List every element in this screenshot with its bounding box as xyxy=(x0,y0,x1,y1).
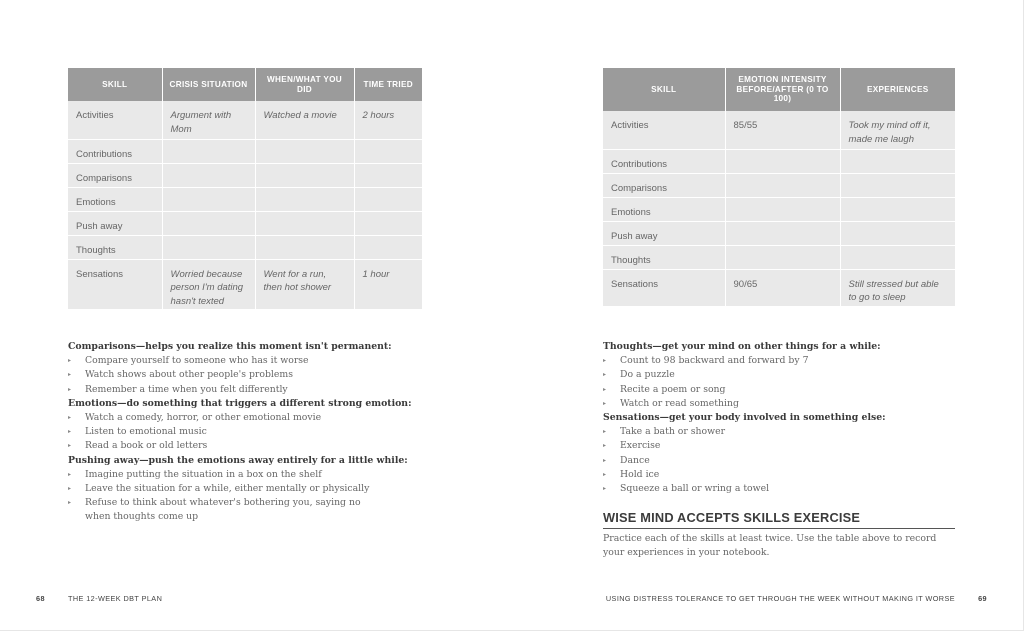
list-item xyxy=(68,439,388,453)
list-item-text: Refuse to think about whatever's bothering you, saying no when thoughts come up xyxy=(85,497,361,523)
table-row xyxy=(68,235,422,259)
intensity-cell xyxy=(725,197,840,221)
table-row xyxy=(603,245,955,269)
column-header: SKILL xyxy=(603,68,725,111)
skill-cell: Push away xyxy=(68,211,162,235)
bullet-icon: ▸ xyxy=(603,399,607,407)
list-item xyxy=(68,383,388,397)
time-tried-cell xyxy=(354,139,422,163)
section-heading: Sensations—get your body involved in something else: xyxy=(603,412,886,423)
skill-cell: Push away xyxy=(603,221,725,245)
running-head-left: THE 12-WEEK DBT PLAN xyxy=(68,594,163,603)
bullet-icon: ▸ xyxy=(68,428,72,436)
section-heading: Thoughts—get your mind on other things for a while: xyxy=(603,341,881,352)
list-item-text: Exercise xyxy=(620,440,661,452)
crisis-situation-cell xyxy=(162,211,255,235)
what-you-did-cell xyxy=(255,139,354,163)
list-item xyxy=(603,454,943,468)
crisis-situation-cell xyxy=(162,139,255,163)
skill-cell: Activities xyxy=(603,111,725,149)
crisis-situation-cell: Worried because person I'm dating hasn't texted xyxy=(162,259,255,309)
bullet-icon: ▸ xyxy=(603,371,607,379)
experiences-cell: Took my mind off it, made me laugh xyxy=(840,111,955,149)
skills-log-table-right xyxy=(603,68,955,307)
table-row xyxy=(603,269,955,306)
table-row xyxy=(68,101,422,139)
time-tried-cell xyxy=(354,235,422,259)
what-you-did-cell xyxy=(255,235,354,259)
bullet-icon: ▸ xyxy=(68,357,72,365)
list-item-text: Read a book or old letters xyxy=(85,440,208,452)
experiences-cell xyxy=(840,245,955,269)
table-row xyxy=(68,187,422,211)
list-item-text: Dance xyxy=(620,454,650,466)
bullet-icon: ▸ xyxy=(68,442,72,450)
skill-cell: Contributions xyxy=(68,139,162,163)
bullet-icon: ▸ xyxy=(68,499,72,507)
table-header-row xyxy=(68,68,422,101)
skill-cell: Comparisons xyxy=(68,163,162,187)
column-header: WHEN/WHAT YOU DID xyxy=(255,68,354,101)
experiences-cell xyxy=(840,173,955,197)
list-item-text: Watch shows about other people's problems xyxy=(85,369,293,381)
intensity-cell: 85/55 xyxy=(725,111,840,149)
skills-list-right xyxy=(603,340,943,496)
skill-cell: Sensations xyxy=(603,269,725,306)
table-row xyxy=(603,173,955,197)
what-you-did-cell xyxy=(255,187,354,211)
skill-cell: Activities xyxy=(68,101,162,139)
bullet-icon: ▸ xyxy=(603,357,607,365)
list-item xyxy=(603,397,943,411)
list-item xyxy=(68,482,388,496)
crisis-situation-cell: Argument with Mom xyxy=(162,101,255,139)
intensity-cell xyxy=(725,245,840,269)
what-you-did-cell: Watched a movie xyxy=(255,101,354,139)
bullet-icon: ▸ xyxy=(68,470,72,478)
skill-cell: Emotions xyxy=(68,187,162,211)
list-item-text: Leave the situation for a while, either mentally or physically xyxy=(85,482,370,494)
experiences-cell xyxy=(840,221,955,245)
list-item xyxy=(68,411,388,425)
bullet-icon: ▸ xyxy=(603,485,607,492)
list-item xyxy=(68,468,388,482)
bullet-icon: ▸ xyxy=(603,470,607,478)
intensity-cell: 90/65 xyxy=(725,269,840,306)
list-item-text: Watch a comedy, horror, or other emotional movie xyxy=(85,411,322,423)
list-item xyxy=(68,425,388,439)
intensity-cell xyxy=(725,173,840,197)
intensity-cell xyxy=(725,221,840,245)
list-item-text: Watch or read something xyxy=(620,397,739,409)
list-item xyxy=(603,354,943,368)
list-item xyxy=(603,383,943,397)
list-item-text: Count to 98 backward and forward by 7 xyxy=(620,355,809,367)
experiences-cell: Still stressed but able to go to sleep xyxy=(840,269,955,306)
column-header: SKILL xyxy=(68,68,162,101)
time-tried-cell: 2 hours xyxy=(354,101,422,139)
bullet-icon: ▸ xyxy=(68,371,72,379)
list-item-text: Imagine putting the situation in a box on the shelf xyxy=(85,468,322,480)
crisis-situation-cell xyxy=(162,235,255,259)
bullet-icon: ▸ xyxy=(68,413,72,421)
bullet-icon: ▸ xyxy=(603,456,607,464)
column-header: EXPERIENCES xyxy=(840,68,955,111)
list-item-text: Compare yourself to someone who has it worse xyxy=(85,355,309,367)
exercise-title: WISE MIND ACCEPTS SKILLS EXERCISE xyxy=(603,510,955,529)
table-row xyxy=(68,163,422,187)
table-row xyxy=(603,221,955,245)
crisis-situation-cell xyxy=(162,163,255,187)
what-you-did-cell xyxy=(255,163,354,187)
list-item-text: Take a bath or shower xyxy=(620,426,726,438)
table-row xyxy=(603,197,955,221)
crisis-situation-cell xyxy=(162,187,255,211)
list-item xyxy=(603,368,943,382)
what-you-did-cell: Went for a run, then hot shower xyxy=(255,259,354,309)
list-item-text: Do a puzzle xyxy=(620,369,675,381)
list-item xyxy=(603,468,943,482)
page-number-right: 69 xyxy=(978,594,987,603)
bullet-icon: ▸ xyxy=(603,442,607,450)
time-tried-cell xyxy=(354,187,422,211)
section-heading: Pushing away—push the emotions away entirely for a little while: xyxy=(68,454,408,466)
list-item xyxy=(68,496,368,524)
skills-list-left xyxy=(68,340,412,525)
list-item xyxy=(603,439,943,453)
table-row xyxy=(68,259,422,309)
list-item-text: Squeeze a ball or wring a towel xyxy=(620,483,770,494)
skill-cell: Sensations xyxy=(68,259,162,309)
table-row xyxy=(603,149,955,173)
skills-log-table-left xyxy=(68,68,422,310)
what-you-did-cell xyxy=(255,211,354,235)
column-header: CRISIS SITUATION xyxy=(162,68,255,101)
skill-cell: Comparisons xyxy=(603,173,725,197)
list-item xyxy=(68,368,388,382)
experiences-cell xyxy=(840,149,955,173)
bullet-icon: ▸ xyxy=(603,428,607,436)
table-row xyxy=(68,211,422,235)
bullet-icon: ▸ xyxy=(603,385,607,393)
skill-cell: Thoughts xyxy=(603,245,725,269)
table-row xyxy=(603,111,955,149)
time-tried-cell: 1 hour xyxy=(354,259,422,309)
column-header: TIME TRIED xyxy=(354,68,422,101)
time-tried-cell xyxy=(354,211,422,235)
running-head-right: USING DISTRESS TOLERANCE TO GET THROUGH THE WEEK WITHOUT MAKING IT WORSE xyxy=(605,594,955,603)
list-item-text: Listen to emotional music xyxy=(85,426,207,438)
intensity-cell xyxy=(725,149,840,173)
section-heading: Comparisons—helps you realize this moment isn't permanent: xyxy=(68,341,392,352)
bullet-icon: ▸ xyxy=(68,484,72,492)
list-item xyxy=(603,425,943,439)
table-row xyxy=(68,139,422,163)
skill-cell: Emotions xyxy=(603,197,725,221)
section-heading: Emotions—do something that triggers a different strong emotion: xyxy=(68,397,412,409)
time-tried-cell xyxy=(354,163,422,187)
list-item-text: Recite a poem or song xyxy=(620,383,726,395)
list-item-text: Remember a time when you felt differently xyxy=(85,383,288,395)
table-header-row xyxy=(603,68,955,111)
experiences-cell xyxy=(840,197,955,221)
skill-cell: Thoughts xyxy=(68,235,162,259)
exercise-instructions: Practice each of the skills at least twice. Use the table above to record your experiences in your notebook. xyxy=(603,533,937,559)
column-header: EMOTION INTENSITY BEFORE/AFTER (0 TO 100) xyxy=(725,68,840,111)
list-item xyxy=(68,354,388,368)
skill-cell: Contributions xyxy=(603,149,725,173)
list-item-text: Hold ice xyxy=(620,468,660,480)
page-number-left: 68 xyxy=(36,594,45,603)
list-item xyxy=(603,482,943,496)
bullet-icon: ▸ xyxy=(68,385,72,393)
